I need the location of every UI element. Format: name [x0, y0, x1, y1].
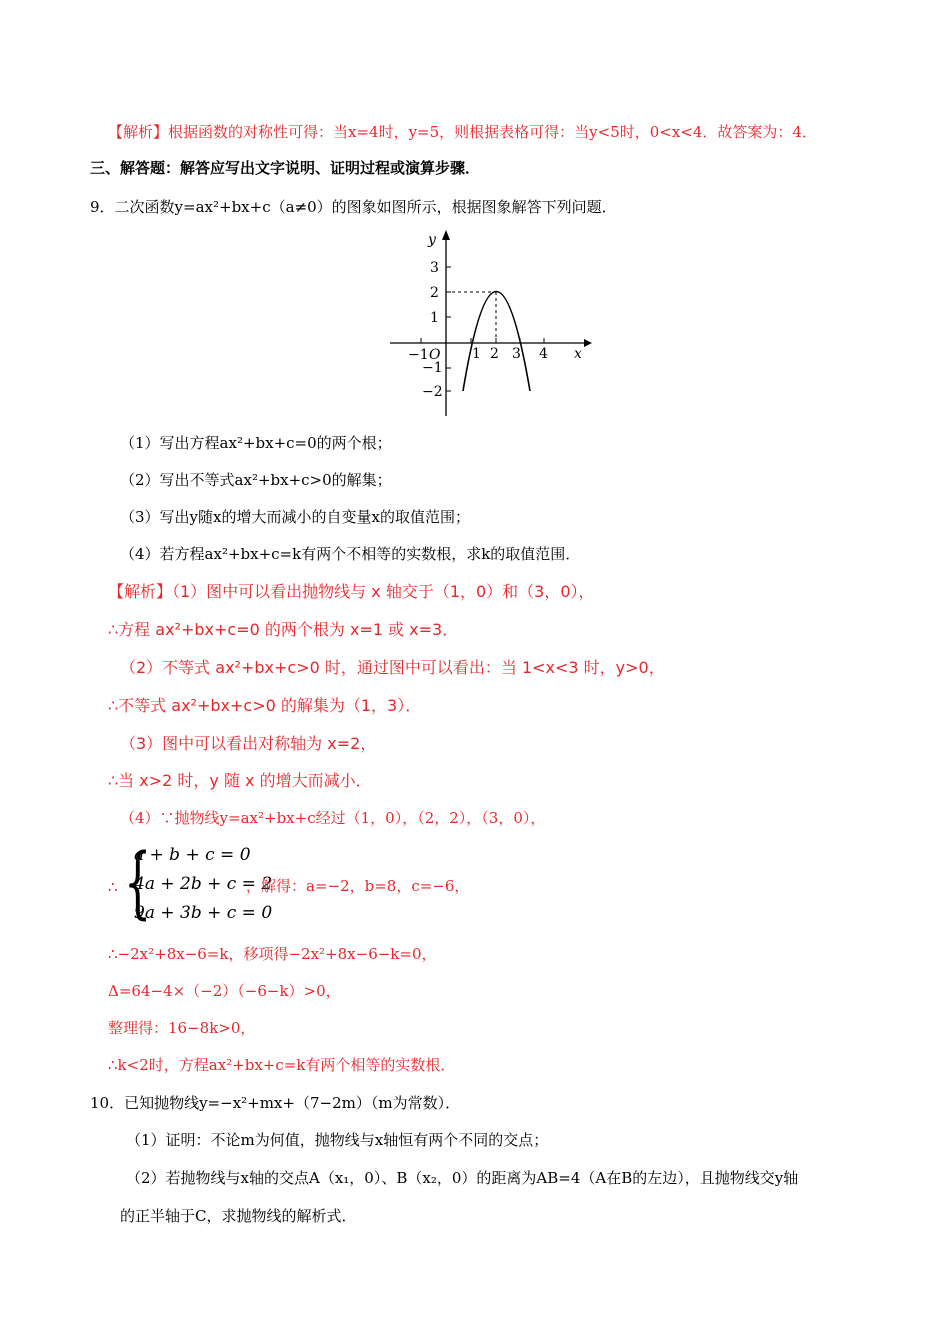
- q9-part-4: （4）若方程ax²+bx+c=k有两个不相等的实数根，求k的取值范围．: [120, 545, 581, 563]
- origin-label: O: [429, 347, 441, 363]
- q8-analysis: 【解析】根据函数的对称性可得：当x=4时，y=5，则根据表格可得：当y<5时，0<x<4．故答案为：4．: [108, 123, 817, 141]
- q9-stem: 9．二次函数y=ax²+bx+c（a≠0）的图象如图所示，根据图象解答下列问题．: [90, 198, 617, 216]
- q10-stem: 10．已知抛物线y=−x²+mx+（7−2m）（m为常数）．: [90, 1094, 461, 1112]
- q9-solution-after-line: Δ=64−4×（−2）（−6−k）>0，: [108, 982, 341, 1000]
- y-tick-label: 1: [430, 310, 439, 326]
- q10-part-2-continued: 的正半轴于C，求抛物线的解析式．: [120, 1207, 357, 1225]
- x-axis-label: x: [574, 346, 582, 362]
- q9-solution-after-line: 整理得：16−8k>0，: [108, 1019, 256, 1037]
- x-tick-label: 3: [512, 346, 521, 362]
- q9-solution-line: 【解析】（1）图中可以看出抛物线与 x 轴交于（1，0）和（3，0），: [108, 582, 595, 601]
- section-3-title: 三、解答题：解答应写出文字说明、证明过程或演算步骤．: [90, 159, 481, 177]
- x-tick-label: 2: [490, 346, 499, 362]
- y-tick-label: −2: [422, 384, 443, 400]
- q9-solution-after-line: ∴k<2时，方程ax²+bx+c=k有两个相等的实数根．: [108, 1056, 456, 1074]
- y-tick-label: 3: [430, 260, 439, 276]
- q9-solution-line: （4）∵抛物线y=ax²+bx+c经过（1，0），（2，2），（3，0），: [120, 809, 546, 827]
- q9-solution-line: （3）图中可以看出对称轴为 x=2，: [120, 734, 377, 753]
- q9-solution-line: （2）不等式 ax²+bx+c>0 时，通过图中可以看出：当 1<x<3 时，y>0，: [120, 658, 665, 677]
- system-eq-3: 9a + 3b + c = 0: [134, 903, 273, 923]
- q9-solution-line: ∴不等式 ax²+bx+c>0 的解集为（1，3）．: [108, 696, 422, 715]
- q9-solution-after-line: ∴−2x²+8x−6=k，移项得−2x²+8x−6−k=0，: [108, 945, 437, 963]
- x-axis-arrow: [584, 339, 592, 347]
- system-brace: {: [124, 838, 152, 928]
- y-tick-label: 2: [430, 285, 439, 301]
- equation-system: [108, 840, 468, 930]
- x-tick-label: −1: [408, 347, 429, 363]
- q9-part-3: （3）写出y随x的增大而减小的自变量x的取值范围；: [120, 508, 470, 526]
- parabola-graph: [384, 226, 594, 420]
- system-eq-2: 4a + 2b + c = 2: [134, 874, 273, 894]
- y-axis-arrow: [442, 230, 450, 240]
- therefore-symbol: ∴: [108, 878, 118, 896]
- system-result: ，解得：a=−2，b=8，c=−6，: [246, 877, 470, 895]
- y-axis-label: y: [428, 232, 436, 248]
- q9-part-2: （2）写出不等式ax²+bx+c>0的解集；: [120, 471, 392, 489]
- q9-solution-line: ∴当 x>2 时，y 随 x 的增大而减小．: [108, 771, 372, 790]
- x-tick-label: 4: [539, 346, 548, 362]
- q9-part-1: （1）写出方程ax²+bx+c=0的两个根；: [120, 434, 392, 452]
- y-tick-label: −1: [422, 360, 443, 376]
- q9-solution-line: ∴方程 ax²+bx+c=0 的两个根为 x=1 或 x=3．: [108, 620, 459, 639]
- q10-part-2: （2）若抛物线与x轴的交点A（x₁，0）、B（x₂，0）的距离为AB=4（A在B的左边），且抛物线交y轴: [126, 1169, 799, 1187]
- x-tick-label: 1: [472, 346, 481, 362]
- q10-part-1: （1）证明：不论m为何值，抛物线与x轴恒有两个不同的交点；: [126, 1131, 549, 1149]
- system-eq-1: a + b + c = 0: [134, 845, 251, 865]
